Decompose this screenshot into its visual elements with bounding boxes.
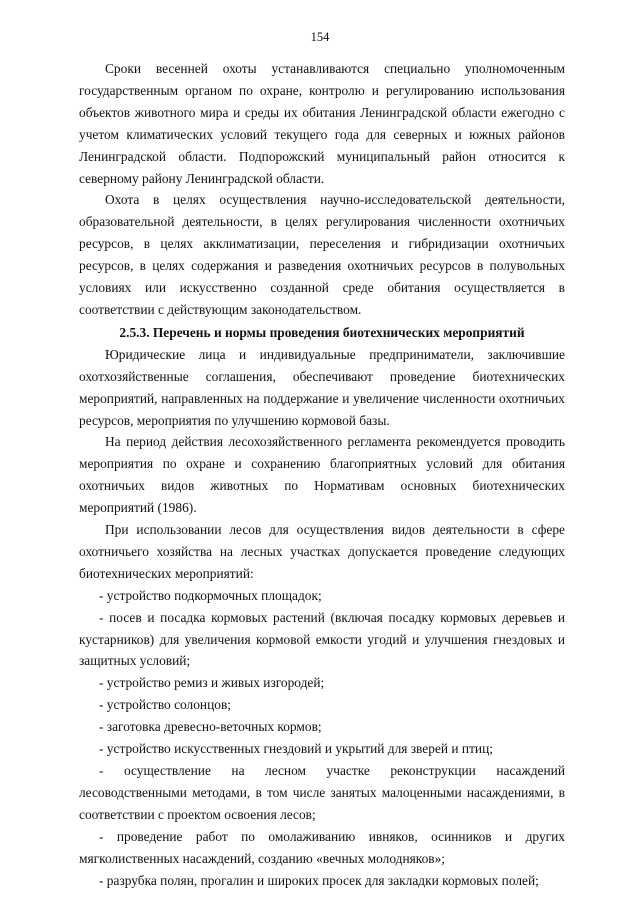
page-number: 154	[310, 30, 330, 44]
list-item: - устройство подкормочных площадок;	[99, 587, 322, 603]
paragraph-spring-hunting: Сроки весенней охоты устанавливаются специально уполномоченным государственным органом по охране, контролю и регулированию использования объектов животного мира и среды их обитания Ленинградской области ежегодно с учетом климатических условий текущего года для северных и южных районов Ленинградской области. Подпорожский муниципальный район относится к северному району Ленинградской области.	[79, 61, 565, 186]
list-item: - устройство солонцов;	[99, 697, 231, 713]
paragraph-research-hunting: Охота в целях осуществления научно-исследовательской деятельности, образовательной деятельности, в целях регулирования численности охотничьих ресурсов, в целях акклиматизации, переселения и гибридизации охотничьих ресурсов, в целях содержания и разведения охотничьих ресурсов в полувольных условиях или искусственно созданной среде обитания осуществляется в соответствии с действующим законодательством.	[79, 192, 565, 317]
list-item: - посев и посадка кормовых растений (включая посадку кормовых деревьев и кустарников) для увеличения кормовой емкости угодий и улучшения гнездовых и защитных условий;	[79, 609, 565, 669]
paragraph-permitted-activities: При использовании лесов для осуществления видов деятельности в сфере охотничьего хозяйства на лесных участках допускается проведение следующих биотехнических мероприятий:	[79, 522, 565, 581]
paragraph-legal-entities: Юридические лица и индивидуальные предприниматели, заключившие охотхозяйственные соглашения, обеспечивают проведение биотехнических мероприятий, направленных на поддержание и увеличение численности охотничьих ресурсов, мероприятия по улучшению кормовой базы.	[79, 346, 565, 428]
list-item: - устройство искусственных гнездовий и укрытий для зверей и птиц;	[99, 741, 493, 757]
list-item: - заготовка древесно-веточных кормов;	[99, 719, 322, 735]
list-item: - проведение работ по омолаживанию ивняков, осинников и других мягколиственных насаждений, созданию «вечных молодняков»;	[79, 828, 565, 866]
page-body	[79, 58, 565, 891]
section-heading: 2.5.3. Перечень и нормы проведения биотехнических мероприятий	[119, 324, 525, 340]
list-item: - устройство ремиз и живых изгородей;	[99, 675, 325, 691]
list-item: - осуществление на лесном участке реконструкции насаждений лесоводственными методами, в том числе занятых малоценными насаждениями, в соответствии с проектом освоения лесов;	[79, 763, 565, 822]
list-item: - разрубка полян, прогалин и широких просек для закладки кормовых полей;	[99, 872, 539, 888]
paragraph-regulation-period: На период действия лесохозяйственного регламента рекомендуется проводить мероприятия по охране и сохранению благоприятных условий для обитания охотничьих видов животных по Нормативам основных биотехнических мероприятий (1986).	[79, 434, 565, 516]
